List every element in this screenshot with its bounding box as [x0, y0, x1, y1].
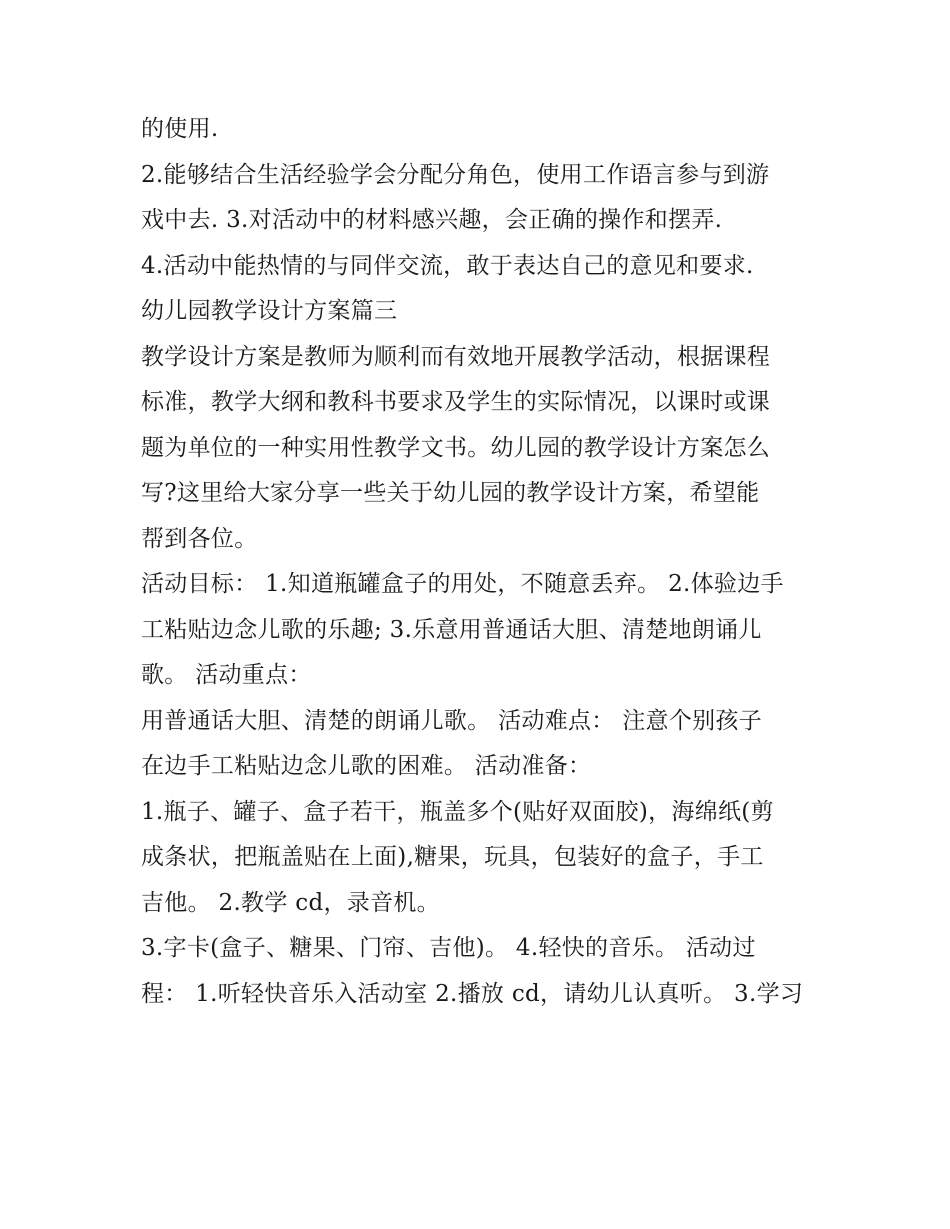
text-line-6: 教学设计方案是教师为顺利而有效地开展教学活动，根据课程: [141, 343, 771, 370]
text-line-20: 程： 1.听轻快音乐入活动室 2.播放 cd，请幼儿认真听。 3.学习: [141, 980, 804, 1007]
section-heading: 幼儿园教学设计方案篇三: [141, 298, 398, 324]
text-line-11: 活动目标： 1.知道瓶罐盒子的用处，不随意丢弃。 2.体验边手: [141, 571, 784, 597]
text-line-7: 标准，教学大纲和教科书要求及学生的实际情况，以课时或课: [141, 389, 771, 415]
text-line-9: 写?这里给大家分享一些关于幼儿园的教学设计方案，希望能: [141, 480, 760, 506]
text-line-12: 工粘贴边念儿歌的乐趣; 3.乐意用普通话大胆、清楚地朗诵儿: [141, 616, 762, 643]
text-line-18: 吉他。 2.教学 cd，录音机。: [141, 889, 440, 916]
text-line-8: 题为单位的一种实用性教学文书。幼儿园的教学设计方案怎么: [141, 434, 771, 461]
text-line-19: 3.字卡(盒子、糖果、门帘、吉他)。 4.轻快的音乐。 活动过: [141, 935, 756, 961]
document-body: [141, 107, 821, 1017]
text-line-4: 4.活动中能热情的与同伴交流，敢于表达自己的意见和要求.: [141, 252, 754, 279]
text-line-16: 1.瓶子、罐子、盒子若干，瓶盖多个(贴好双面胶)，海绵纸(剪: [141, 798, 774, 825]
text-line-15: 在边手工粘贴边念儿歌的困难。 活动准备：: [141, 753, 592, 779]
text-line-2: 2.能够结合生活经验学会分配分角色，使用工作语言参与到游: [141, 161, 770, 188]
text-line-10: 帮到各位。: [141, 525, 258, 552]
text-line-3: 戏中去. 3.对活动中的材料感兴趣，会正确的操作和摆弄.: [141, 207, 723, 233]
text-line-13: 歌。 活动重点：: [141, 662, 312, 688]
text-line-14: 用普通话大胆、清楚的朗诵儿歌。 活动难点： 注意个别孩子: [141, 707, 763, 734]
text-line-1: 的使用.: [141, 116, 219, 142]
text-line-17: 成条状，把瓶盖贴在上面),糖果，玩具，包装好的盒子，手工: [141, 844, 764, 870]
